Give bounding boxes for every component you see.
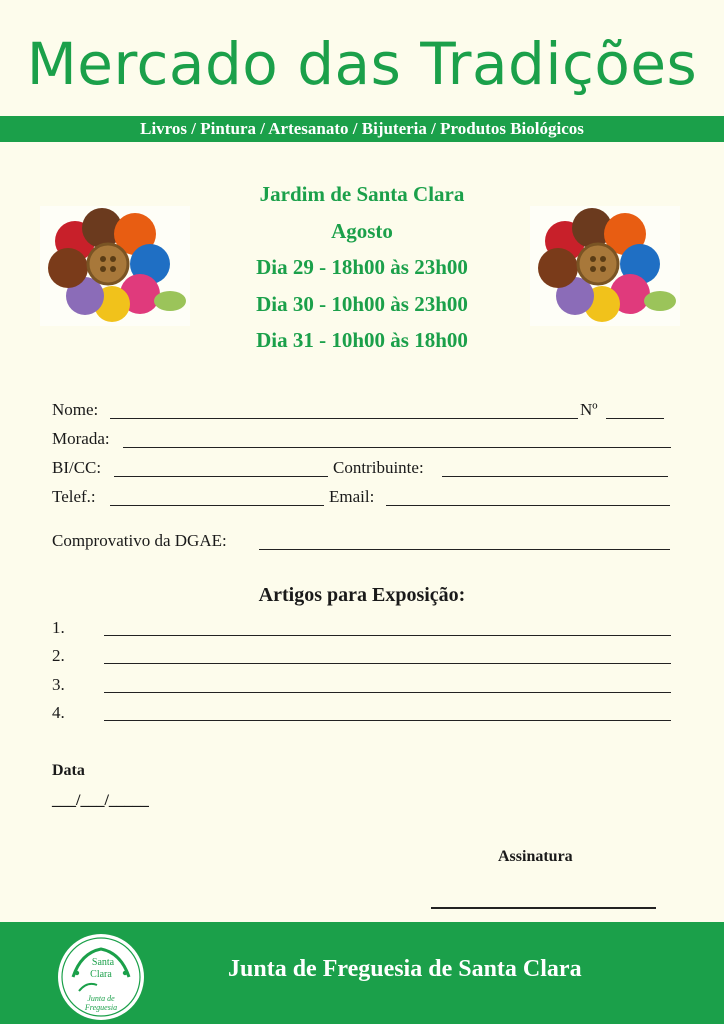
numero-label: Nº	[580, 400, 598, 419]
event-month: Agosto	[331, 218, 393, 243]
bi-label: BI/CC:	[52, 458, 102, 477]
crochet-flower-image-right	[530, 206, 680, 326]
artigo-number-1: 1.	[52, 618, 65, 637]
email-label: Email:	[329, 487, 375, 506]
categories-band: Livros / Pintura / Artesanato / Bijuteria / Produtos Biológicos	[0, 116, 724, 142]
main-title: Mercado das Tradições	[26, 30, 698, 98]
artigo-field-2[interactable]	[104, 663, 671, 664]
telef-field[interactable]	[110, 505, 324, 506]
email-field[interactable]	[386, 505, 670, 506]
nome-label: Nome:	[52, 400, 99, 419]
logo-text-santa: Santa	[91, 957, 115, 968]
contribuinte-field[interactable]	[442, 476, 668, 477]
nome-field[interactable]	[110, 418, 578, 419]
morada-label: Morada:	[52, 429, 110, 448]
artigo-field-1[interactable]	[104, 635, 671, 636]
artigo-number-2: 2.	[52, 646, 65, 665]
dgae-field[interactable]	[259, 549, 670, 550]
dgae-label: Comprovativo da DGAE:	[52, 531, 227, 550]
artigo-number-4: 4.	[52, 703, 65, 722]
event-day-30: Dia 30 - 10h00 às 23h00	[256, 291, 468, 316]
logo-text-junta: Junta de	[87, 994, 115, 1003]
signature-field[interactable]	[431, 907, 656, 909]
artigo-field-4[interactable]	[104, 720, 671, 721]
signature-label: Assinatura	[498, 848, 573, 865]
contribuinte-label: Contribuinte:	[333, 458, 424, 477]
data-field[interactable]: ___/___/_____	[52, 792, 149, 809]
data-label: Data	[52, 762, 85, 779]
artigos-heading: Artigos para Exposição:	[258, 584, 466, 606]
junta-freguesia-logo	[57, 933, 145, 1021]
event-day-29: Dia 29 - 18h00 às 23h00	[256, 255, 468, 279]
logo-text-clara: Clara	[90, 969, 112, 980]
artigo-number-3: 3.	[52, 675, 65, 694]
event-venue: Jardim de Santa Clara	[259, 182, 465, 206]
event-day-31: Dia 31 - 10h00 às 18h00	[256, 328, 468, 352]
morada-field[interactable]	[123, 447, 671, 448]
telef-label: Telef.:	[52, 487, 96, 506]
bi-field[interactable]	[114, 476, 328, 477]
footer-organization: Junta de Freguesia de Santa Clara	[228, 956, 582, 982]
artigo-field-3[interactable]	[104, 692, 671, 693]
numero-field[interactable]	[606, 418, 664, 419]
event-info	[180, 176, 544, 359]
crochet-flower-image-left	[40, 206, 190, 326]
logo-text-freguesia: Freguesia	[84, 1003, 118, 1012]
